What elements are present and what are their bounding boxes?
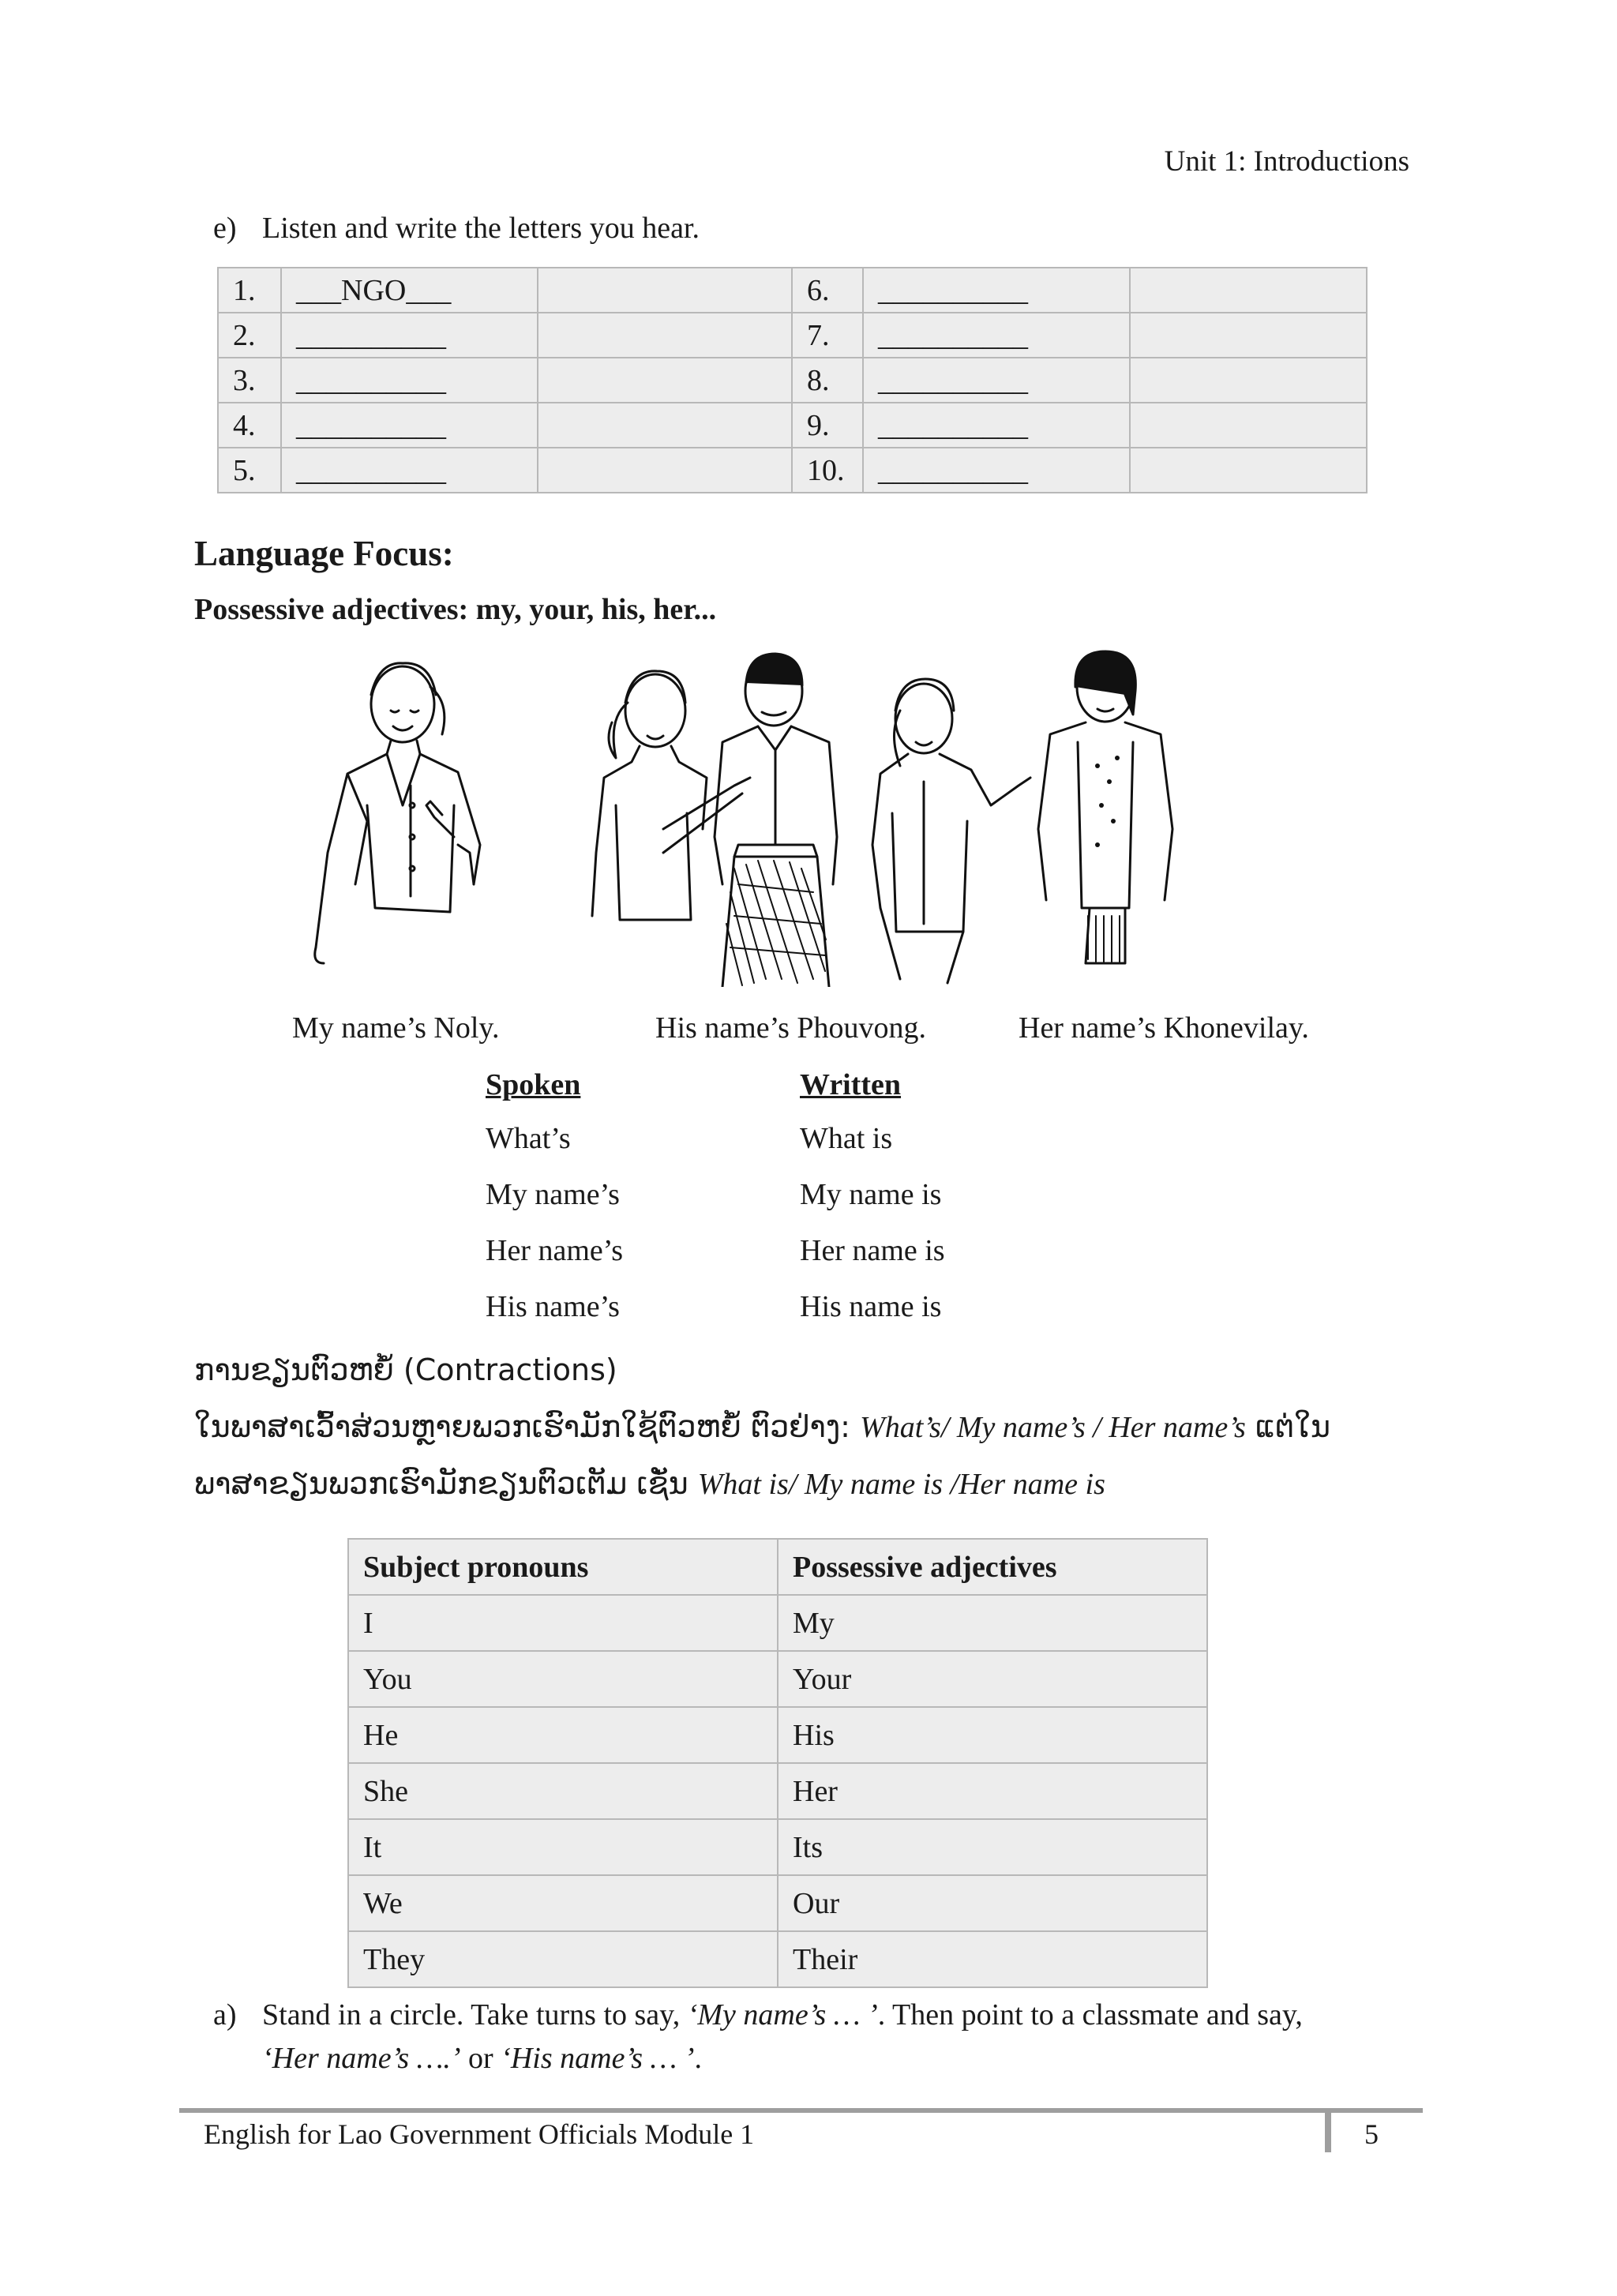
caption-phouvong: His name’s Phouvong. (655, 1011, 927, 1045)
subject-pronoun: They (348, 1931, 778, 1987)
empty-cell (1130, 358, 1367, 403)
activity-text: Stand in a circle. Take turns to say, (262, 1998, 688, 2032)
answer-blank[interactable]: __________ (281, 358, 538, 403)
empty-cell (538, 313, 792, 358)
lao-text: ໃນພາສາເວົ້າສ່ວນຫຼາຍພວກເຮົາມັກໃຊ້ຕົວຫຍໍ້ ຕົວຢ່າງ: (194, 1409, 850, 1444)
answer-blank[interactable]: __________ (863, 268, 1130, 313)
woman-gesturing-figure (872, 679, 1030, 983)
pronoun-table (347, 1538, 1208, 1988)
subject-pronoun: It (348, 1819, 778, 1875)
written-form: Her name is (800, 1234, 945, 1267)
footer-title: English for Lao Government Officials Module 1 (204, 2118, 755, 2150)
answer-blank[interactable]: __________ (281, 448, 538, 493)
empty-cell (538, 403, 792, 448)
answer-blank[interactable]: __________ (863, 448, 1130, 493)
activity-quote: ‘My name’s … ’ (687, 1998, 878, 2032)
possessive-adjective: His (778, 1707, 1207, 1763)
activity-text: or (460, 2042, 501, 2075)
possessive-adjective: Her (778, 1763, 1207, 1819)
english-example: What is/ My name is /Her name is (697, 1468, 1105, 1501)
activity-a (213, 1994, 1413, 2080)
section-subtitle: Possessive adjectives: my, your, his, her... (194, 593, 717, 626)
item-number: 7. (792, 313, 863, 358)
spoken-form: His name’s (486, 1290, 620, 1323)
answer-blank[interactable]: __________ (281, 403, 538, 448)
item-number: 3. (218, 358, 281, 403)
subject-pronoun: I (348, 1595, 778, 1651)
empty-cell (1130, 403, 1367, 448)
table-header-row (348, 1539, 1207, 1595)
spoken-form: My name’s (486, 1178, 620, 1211)
people-illustration (292, 647, 1208, 987)
written-form: His name is (800, 1290, 942, 1323)
listening-answer-table (217, 267, 1368, 493)
exercise-label: e) (213, 212, 237, 245)
empty-cell (1130, 313, 1367, 358)
footer-rule (179, 2108, 1423, 2113)
answer-blank[interactable]: __________ (863, 313, 1130, 358)
english-example: What’s/ My name’s / Her name’s (860, 1411, 1246, 1444)
spoken-form: What’s (486, 1122, 571, 1155)
subject-pronoun: We (348, 1875, 778, 1931)
item-number: 4. (218, 403, 281, 448)
empty-cell (1130, 268, 1367, 313)
contractions-heading: ການຂຽນຕົວຫຍໍ້ (Contractions) (194, 1352, 617, 1387)
caption-noly: My name’s Noly. (292, 1011, 500, 1045)
item-number: 5. (218, 448, 281, 493)
page-number: 5 (1364, 2118, 1379, 2150)
table-row (218, 268, 1367, 313)
column-header: Possessive adjectives (778, 1539, 1207, 1595)
table-row (218, 403, 1367, 448)
footer-divider (1325, 2108, 1331, 2152)
item-number: 9. (792, 403, 863, 448)
man-phouvong-figure (715, 654, 837, 987)
activity-quote: ‘Her name’s ….’ (262, 2042, 461, 2075)
table-row (218, 313, 1367, 358)
empty-cell (1130, 448, 1367, 493)
table-row (348, 1875, 1207, 1931)
caption-khonevilay: Her name’s Khonevilay. (1019, 1011, 1309, 1045)
section-title: Language Focus: (194, 534, 454, 573)
possessive-adjective: Our (778, 1875, 1207, 1931)
column-header: Subject pronouns (348, 1539, 778, 1595)
table-row (348, 1595, 1207, 1651)
table-row (348, 1651, 1207, 1707)
possessive-adjective: My (778, 1595, 1207, 1651)
item-number: 8. (792, 358, 863, 403)
table-row (348, 1763, 1207, 1819)
answer-blank[interactable]: ___NGO___ (281, 268, 538, 313)
table-row (348, 1819, 1207, 1875)
table-row (218, 448, 1367, 493)
item-number: 6. (792, 268, 863, 313)
exercise-e-instruction (213, 211, 700, 246)
lao-text: ແຕ່ໃນ (1255, 1409, 1331, 1444)
activity-quote: ‘His name’s … ’ (501, 2042, 695, 2075)
table-row (348, 1707, 1207, 1763)
empty-cell (538, 268, 792, 313)
empty-cell (538, 358, 792, 403)
answer-blank[interactable]: __________ (863, 358, 1130, 403)
empty-cell (538, 448, 792, 493)
possessive-adjective: Their (778, 1931, 1207, 1987)
activity-text: . Then point to a classmate and say, (877, 1998, 1303, 2032)
lao-text: ພາສາຂຽນພວກເຮົາມັກຂຽນຕົວເຕັມ ເຊັ່ນ (194, 1466, 688, 1501)
exercise-text: Listen and write the letters you hear. (262, 212, 700, 245)
table-row (218, 358, 1367, 403)
possessive-adjective: Your (778, 1651, 1207, 1707)
activity-text: . (694, 2042, 702, 2075)
contractions-line-1 (194, 1409, 1330, 1445)
item-number: 2. (218, 313, 281, 358)
possessive-adjective: Its (778, 1819, 1207, 1875)
spoken-header: Spoken (486, 1068, 581, 1101)
woman-pointing-figure (592, 671, 750, 920)
subject-pronoun: He (348, 1707, 778, 1763)
subject-pronoun: You (348, 1651, 778, 1707)
activity-label: a) (213, 1998, 237, 2032)
item-number: 1. (218, 268, 281, 313)
woman-khonevilay-figure (1038, 651, 1172, 963)
spoken-form: Her name’s (486, 1234, 624, 1267)
written-form: My name is (800, 1178, 942, 1211)
answer-blank[interactable]: __________ (281, 313, 538, 358)
running-header: Unit 1: Introductions (1164, 145, 1409, 178)
item-number: 10. (792, 448, 863, 493)
written-form: What is (800, 1122, 893, 1155)
subject-pronoun: She (348, 1763, 778, 1819)
contractions-line-2 (194, 1466, 1105, 1502)
woman-noly-figure (315, 663, 480, 963)
table-row (348, 1931, 1207, 1987)
written-header: Written (800, 1068, 902, 1101)
answer-blank[interactable]: __________ (863, 403, 1130, 448)
